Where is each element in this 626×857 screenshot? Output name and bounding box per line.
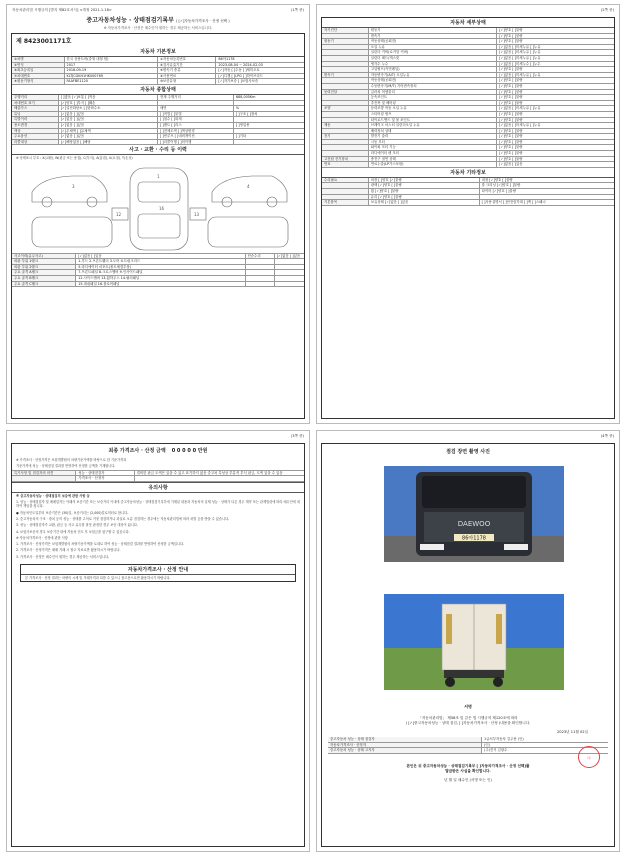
- form-reference: 자동차관리법 시행규칙 [별지 제82호서식] <개정 2021.1.18>: [12, 8, 112, 12]
- detail-cell: [✓]양호 [ ]불량: [499, 145, 523, 150]
- accident-cell: 5.라디에이터 서포트(볼트체결부품): [76, 265, 245, 270]
- basic-info-cell: ⑤최초등록일: [12, 68, 65, 73]
- other-info-cell: [ ]사용설명서 [ ]안전삼각대 [ ]잭 [ ]스패너: [481, 200, 546, 205]
- vehicle-diagram: [12, 162, 304, 254]
- detail-cell: 배력장치 상태: [369, 129, 497, 134]
- detail-cell: [✓]양호 [ ]불량: [499, 39, 523, 44]
- signer-cell: (인): [484, 742, 490, 747]
- status-cell: [234, 140, 304, 145]
- notice-line: ※ 자동차가격조사 · 산정에 관한 사항: [16, 535, 68, 540]
- remarks-cell: 가격조사 · 산정자: [76, 476, 134, 481]
- basic-info-cell: ⑧사용연료: [158, 74, 216, 79]
- page-number: (4쪽 중): [600, 434, 614, 438]
- accident-cell: 주요 골격 B랭크: [12, 276, 76, 281]
- status-cell: 배출가스: [12, 106, 59, 111]
- detail-cell: 자기진단: [322, 28, 369, 33]
- form-frame: [321, 443, 615, 847]
- remarks-cell: [135, 476, 304, 481]
- detail-cell: 스티어링 펌프: [369, 112, 497, 117]
- other-info-cell: 광택 [✓]양호 [ ]불량: [369, 183, 480, 188]
- other-info-cell: 보유상태 [✓]없음 [ ]있음: [369, 200, 480, 205]
- detail-cell: [✓]없음 [ ]미세누유 [ ]누유: [499, 50, 541, 55]
- page-subtitle: ※ 자동차가격조사 · 산정은 매수인이 원하는 경우 제공하는 서비스입니다.: [103, 26, 213, 30]
- status-cell: %: [235, 106, 240, 111]
- detail-cell: [✓]없음 [ ]미세누유 [ ]누유: [499, 123, 541, 128]
- detail-cell: [322, 118, 369, 123]
- other-info-cell: 내장 [✓]양호 [ ]불량: [481, 177, 513, 182]
- final-price-row: [12, 444, 304, 457]
- other-info-row: [322, 200, 614, 206]
- status-cell: [ ]렌트 [ ]리스: [158, 123, 234, 128]
- status-cell: 차대번호 표기: [12, 101, 59, 106]
- basic-info-cell: 2016-09-19: [65, 68, 158, 73]
- detail-cell: 작동상태(공회전): [369, 39, 497, 44]
- status-cell: [ ]침수 [ ]화재: [158, 117, 234, 122]
- other-info-cell: [322, 183, 369, 188]
- accident-cell: [✓]없음 [ ]있음: [276, 253, 301, 258]
- basic-info-cell: ⑥변속기 종류: [158, 68, 216, 73]
- price-guide-box: [20, 564, 296, 582]
- inspection-page-1: [6, 4, 310, 424]
- overall-status-table: [12, 95, 304, 145]
- detail-cell: 고전원 전기장치: [322, 157, 369, 162]
- status-cell: [ ]썬루프 [ ]네비게이션: [158, 134, 234, 139]
- detail-cell: [322, 101, 369, 106]
- detail-status-table: [322, 28, 614, 168]
- status-cell: [ ]리콜이행 [ ]미이행: [158, 140, 234, 145]
- basic-info-cell: ②자동차등록번호: [158, 57, 216, 62]
- detail-cell: [✓]없음 [ ]미세누수 [ ]누수: [499, 61, 541, 66]
- detail-cell: 조향: [322, 106, 369, 111]
- detail-cell: [✓]없음 [ ]미세누유 [ ]누유: [499, 55, 541, 60]
- detail-cell: 클러치 어셈블리: [369, 90, 497, 95]
- status-cell: [✓]없음 [ ]있음: [59, 134, 158, 139]
- accident-cell: 12.사이드멤버 13.휠하우스 14.필러패널: [76, 276, 245, 281]
- other-info-cell: 외장 [ ]양호 [✓]불량: [369, 178, 480, 183]
- notice-line: 1. 성능 · 상태점검자 및 매매업자는 아래의 보증기간 또는 보증거리 이내에 중고자동차성능 · 상태점검기록부에 기재된 내용과 자동차의 실제 성능 · 상태가 다른 경우 계약 또는 관계법령에 따라 매수인에 대하여 책임을 집니다.: [16, 500, 300, 509]
- detail-cell: [✓]양호 [ ]불량: [499, 95, 523, 100]
- detail-cell: 연료누출(LP가스포함): [369, 162, 497, 167]
- truck-brand: DAEWOO: [457, 520, 491, 528]
- remarks-cell: [12, 476, 76, 481]
- detail-cell: [322, 112, 369, 117]
- basic-info-cell: KLTJCGKH1HK000769: [65, 74, 158, 79]
- truck-front-image: [384, 466, 564, 562]
- status-cell: [ ]구조 [ ]장치: [235, 111, 258, 116]
- basic-info-cell: 한국 상용트럭(중형 대형 탑): [65, 57, 158, 62]
- detail-cell: 실린더 커버(로커암 커버): [369, 50, 497, 55]
- section-basic-info: 자동차 기본정보: [12, 47, 304, 57]
- status-cell: [234, 129, 304, 134]
- accident-cell: [246, 276, 275, 281]
- receive-line-2: 발급받은 사실을 확인합니다.: [445, 768, 491, 773]
- detail-cell: [322, 145, 369, 150]
- basic-info-cell: ④검사유효기간: [158, 63, 216, 68]
- section-overall-status: 자동차 종합상태: [12, 85, 304, 95]
- detail-cell: 제동: [322, 123, 369, 128]
- status-cell: [234, 101, 304, 106]
- detail-cell: [322, 151, 369, 156]
- page-number: (3쪽 중): [290, 434, 304, 438]
- accident-cell: [275, 276, 304, 281]
- accident-cell: [246, 270, 275, 275]
- detail-cell: 시동 모터: [369, 140, 497, 145]
- accident-cell: [246, 265, 275, 270]
- other-info-cell: 기본품목: [322, 200, 369, 205]
- remarks-cell: 결비한 판금 도색은 있을 수 있고 표기하지 않음 중고차 특성상 부분적 부식 판금, 도색 있을 수 있음: [136, 470, 283, 475]
- status-cell: 현재 주행거리: [158, 95, 234, 100]
- other-info-cell: [322, 189, 369, 194]
- status-cell: 색상: [12, 129, 59, 134]
- signer-list: [328, 737, 608, 754]
- page-number: (2쪽 중): [600, 8, 614, 12]
- part-marker-12: 12: [116, 211, 122, 217]
- signer-cell: 1급서부자동차 김주용 (인): [484, 737, 524, 741]
- receiver-line: 년 월 일 매수인 (서명 또는 인): [444, 777, 492, 782]
- page-title: 중고자동차성능 · 상태점검기록부 ( [✓]자동차가격조사 · 산정 선택 ): [86, 17, 230, 24]
- status-cell: [✓]없음 [ ]있음: [59, 123, 158, 128]
- section-detail-status: 자동차 세부상태: [322, 18, 614, 28]
- page-header: [317, 431, 619, 440]
- notice-head: ※ 중고자동차성능 · 상태점검의 보증에 관한 사항 등: [16, 493, 90, 498]
- notice-line: 2. 가격조사 · 산정가격은 매매 거래 시 참고 자료로만 활용하시기 바랍니다.: [16, 548, 121, 553]
- detail-cell: 타이로드엔드 및 볼 조인트: [369, 118, 497, 123]
- detail-cell: [✓]양호 [ ]불량: [499, 156, 523, 161]
- detail-cell: 수동변속기(M/T) 기어변속장치: [369, 84, 497, 89]
- detail-cell: [322, 140, 369, 145]
- detail-cell: [✓]양호 [ ]불량: [499, 111, 523, 116]
- status-cell: 특별이력: [12, 117, 59, 122]
- detail-cell: 실린더 헤드/개스킷: [369, 56, 497, 61]
- section-accident-history: 사고 · 교환 · 수리 등 이력: [12, 145, 304, 155]
- other-info-cell: 타이어 [✓]양호 [ ]불량: [481, 189, 516, 194]
- section-other-info: 자동차 기타정보: [322, 168, 614, 178]
- detail-cell: 충전구 절연 상태: [369, 157, 497, 162]
- detail-cell: 동력조향 작동 오일 누유: [369, 106, 497, 111]
- plate-number: 제 8423001171호: [16, 38, 72, 45]
- status-cell: [158, 101, 234, 106]
- basic-info-cell: ③연식: [12, 63, 65, 68]
- detail-cell: 브레이크 마스터 실린더오일 누유: [369, 123, 497, 128]
- accident-cell: 주요 골격 C랭크: [12, 282, 76, 287]
- status-cell: [✓]없음 [ ]있음: [59, 117, 158, 122]
- other-info-table: [322, 178, 614, 206]
- detail-cell: [322, 50, 369, 55]
- detail-cell: [✓]양호 [ ]불량: [499, 89, 523, 94]
- accident-cell: 외판 부위 1랭크: [12, 259, 76, 264]
- detail-cell: 연료: [322, 162, 369, 167]
- detail-cell: 자동변속기(A/T) 오일누유: [369, 73, 497, 78]
- detail-cell: 원동기: [322, 39, 369, 44]
- detail-cell: [322, 129, 369, 134]
- detail-cell: 변속기: [322, 73, 369, 78]
- detail-cell: 와이퍼 모터 기능: [369, 145, 497, 150]
- basic-info-table: [12, 57, 304, 85]
- detail-cell: 오일 누유: [369, 45, 497, 50]
- car-outline-diagram: [12, 162, 306, 254]
- basic-info-cell: [✓]디젤 [ ]LPG [ ]하이브리드: [218, 73, 263, 78]
- truck-front-photo: [384, 466, 564, 562]
- part-marker-4: 4: [247, 183, 250, 189]
- part-marker-13: 13: [194, 211, 200, 217]
- detail-cell: [322, 84, 369, 89]
- price-guide-text: 본 가격조사 · 산정 결과는 차량의 시세 및 거래가격과 다를 수 있으니 참고용으로만 활용하시기 바랍니다.: [25, 576, 171, 581]
- accident-cell: [275, 259, 304, 264]
- status-cell: [✓]없음 [ ]있음: [59, 112, 158, 117]
- basic-info-cell: 86아1178: [218, 57, 235, 61]
- inspection-page-3: [6, 430, 310, 852]
- other-info-cell: 수리필요: [322, 178, 369, 183]
- status-cell: [ ]영업용: [235, 122, 250, 127]
- price-guide-title: 자동차가격조사 · 산정 안내: [21, 565, 295, 575]
- detail-cell: [✓]양호 [ ]불량: [499, 134, 523, 139]
- final-price-title: 최종 가격조사 · 산정 금액: [108, 448, 166, 454]
- status-cell: 매연: [158, 106, 234, 111]
- signature-block: [328, 716, 608, 783]
- accident-cell: 15.대쉬패널 16.플로어패널: [76, 282, 245, 287]
- detail-cell: 발전기 출력: [369, 134, 497, 139]
- detail-cell: [✓]양호 [ ]불량: [499, 78, 523, 83]
- page-number: (1쪽 중): [290, 8, 304, 12]
- detail-cell: [322, 62, 369, 67]
- detail-cell: 전기: [322, 134, 369, 139]
- status-cell: [✓]무채색 [ ]유채색: [59, 129, 158, 134]
- notice-line: 2. 중고자동차의 구조 · 장치 등의 성능 · 상태를 고의로 거짓 점검하거나 과실로 오류 점검하는 경우에는 자동차관리법에 따라 처벌 등을 받을 수 있습니다.: [16, 516, 230, 521]
- stamp-seal: 印: [578, 746, 600, 768]
- page-header: [7, 431, 309, 440]
- part-marker-3: 3: [72, 183, 75, 189]
- status-cell: 용도변경: [12, 123, 59, 128]
- basic-info-cell: [✓]자동 [ ]수동 [ ]세미오토: [218, 68, 260, 73]
- detail-cell: 라디에이터 팬 모터: [369, 151, 497, 156]
- accident-cell: [275, 282, 304, 287]
- detail-cell: [✓]양호 [ ]불량: [499, 128, 523, 133]
- notice-list: [12, 499, 304, 560]
- accident-cell: [246, 259, 275, 264]
- detail-cell: 냉각수 누수: [369, 62, 497, 67]
- photo-section-title: 점검 장면 촬영 사진: [322, 444, 614, 456]
- sign-line-2: ( [✓]중고자동차성능 · 상태 점검, [ ]자동차가격조사 · 산정 )내용을 확인합니다.: [405, 721, 531, 725]
- detail-cell: 추진축 및 베어링: [369, 101, 497, 106]
- basic-info-cell: 2023-08-04 ~ 2024-02-03: [218, 62, 263, 67]
- price-note-2: 기준가격에 성능 · 상태점검 결과를 반영하여 산정한 금액을 기재합니다.: [16, 464, 116, 469]
- signer-cell: 중고자동차 성능 · 상태 고지자: [328, 748, 482, 753]
- inspection-page-4: [316, 430, 620, 852]
- official-stamp: [578, 744, 600, 768]
- status-cell: [✓]해당없음 [ ]해당: [59, 140, 158, 145]
- status-cell: [✓]양호 [ ]부식 [ ]훼손: [59, 101, 158, 106]
- signer-cell: (주)진거 김광수: [484, 748, 508, 753]
- other-info-cell: [322, 195, 369, 200]
- notice-line: 4. 보험사보증의 경우 보증기간 내에 자동차 인도 후 보험금을 청구할 수 있습니다.: [16, 529, 130, 534]
- notice-title: 유의사항: [12, 482, 304, 493]
- signer-cell: 중고자동차 성능 · 상태 점검자: [328, 737, 482, 742]
- other-info-cell: 유리 [✓]양호 [ ]불량: [369, 195, 480, 200]
- page-header: [7, 5, 309, 14]
- detail-cell: 변속기: [369, 34, 497, 39]
- status-cell: [ ]많음 [✓]보통 [ ]적음: [59, 95, 158, 100]
- detail-cell: [322, 67, 369, 72]
- detail-cell: [✓]양호 [ ]불량: [499, 33, 523, 38]
- basic-info-cell: ①차명: [12, 57, 65, 62]
- detail-cell: [✓]양호 [ ]불량: [499, 151, 523, 156]
- detail-cell: [✓]양호 [ ]불량: [499, 67, 523, 72]
- accident-cell: 단순수리: [246, 254, 275, 259]
- detail-cell: [322, 56, 369, 61]
- accident-cell: 1.후드 2.프론트휀더 3.도어 4.트렁크리드: [76, 259, 245, 264]
- detail-cell: [✓]없음 [ ]미세누유 [ ]누유: [499, 72, 541, 77]
- detail-cell: [322, 45, 369, 50]
- detail-cell: [322, 95, 369, 100]
- truck-rear-photo: [384, 594, 564, 690]
- basic-info-cell: ⑦차대번호: [12, 74, 65, 79]
- status-cell: 튜닝: [12, 112, 59, 117]
- signer-cell: 자동차가격조사 · 산정자: [328, 743, 482, 748]
- status-cell: 주행거리: [12, 95, 59, 100]
- form-frame: [11, 33, 305, 419]
- accident-cell: 7.프론트패널 8.크로스멤버 9.인사이드패널: [76, 270, 245, 275]
- inspection-page-2: [316, 4, 620, 424]
- detail-cell: 원동기: [369, 28, 497, 33]
- detail-cell: 동력전달: [322, 90, 369, 95]
- form-frame: [321, 17, 615, 419]
- detail-cell: [✓]없음 [ ]미세누유 [ ]누유: [499, 44, 541, 49]
- truck-plate: 86아1178: [462, 535, 486, 542]
- detail-cell: [✓]양호 [ ]불량: [499, 139, 523, 144]
- detail-cell: [322, 34, 369, 39]
- accident-cell: [275, 265, 304, 270]
- accident-cell: [275, 270, 304, 275]
- basic-info-cell: FAAFBE1120: [65, 79, 158, 84]
- notice-line: ● 자동차인도일부터 보증기간은 (30)일, 보증거리는 (2,000)킬로미터로 합니다.: [16, 510, 129, 515]
- status-cell: [ ]전체도색 [ ]색상변경: [158, 129, 234, 134]
- status-cell: 688,005Km: [235, 94, 256, 99]
- receive-line-1: 본인은 위 중고자동차성능 · 상태점검기록부 [ ]자동차가격조사 · 산정 선택]를: [406, 763, 530, 768]
- diagram-legend: ※ 상태표시 부호 : X(교환), W(판금 또는 용접), C(부식), A(흠집), U(요철), T(손상): [16, 156, 133, 161]
- other-info-cell: 룸 크리닝 [✓]양호 [ ]불량: [481, 183, 521, 188]
- accident-cell: 사고이력(유무사고): [12, 254, 76, 259]
- notice-line: 3. 성능 · 상태점검자가 교환, 판금 등 사고 유무를 잘못 판정한 경우 보증 대상이 됩니다.: [16, 523, 138, 528]
- detail-cell: [✓]없음 [ ]있음: [499, 162, 523, 167]
- detail-cell: [✓]양호 [ ]불량: [499, 100, 523, 105]
- other-info-cell: 휠 [✓]양호 [ ]불량: [369, 189, 480, 194]
- accident-cell: [246, 282, 275, 287]
- notice-line: 3. 가격조사 · 산정은 매수인이 원하는 경우 제공하는 서비스입니다.: [16, 554, 110, 559]
- detail-cell: [✓]양호 [ ]불량: [499, 117, 523, 122]
- status-cell: [234, 117, 304, 122]
- detail-cell: [322, 78, 369, 83]
- status-cell: [ ]기타: [235, 134, 247, 139]
- other-info-cell: [480, 195, 614, 200]
- status-cell: [ ]적법 [ ]불법: [158, 112, 234, 117]
- sign-date: 2023년 11월 02일: [557, 730, 588, 734]
- status-cell: [✓]일산화탄소 [ ]탄화수소: [59, 106, 158, 111]
- final-price-amount: 0 0 0 0 0 만원: [171, 448, 208, 454]
- notice-line: 1. 가격조사 · 산정가격은 보험개발원의 차량기준가액을 토대로 하여 성능 · 상태점검 결과를 반영하여 산정한 금액입니다.: [16, 542, 185, 547]
- accident-cell: [✓]없음 [ ]있음: [76, 254, 245, 259]
- basic-info-cell: [✓]자가보증 [ ]보험사보증: [218, 79, 259, 84]
- detail-cell: [✓]양호 [ ]불량: [499, 28, 523, 32]
- part-marker-1: 1: [157, 173, 160, 179]
- basic-info-cell: 2017: [65, 63, 158, 68]
- price-note-1: ※ 가격조사 · 산정가격은 보험개발원의 차량기준가액을 바탕으로 한 기준가격과: [16, 458, 127, 462]
- accident-cell: 외판 부위 2랭크: [12, 265, 76, 270]
- status-cell: 리콜대상: [12, 140, 59, 145]
- page-header: [317, 5, 619, 14]
- accident-history-table: [12, 254, 304, 288]
- remarks-cell: 특기사항 및 점검자의 의견: [12, 471, 76, 476]
- detail-cell: [✓]없음 [ ]미세누유 [ ]누유: [499, 106, 541, 111]
- sign-label: 서명: [464, 704, 472, 709]
- detail-cell: 작동상태(공회전): [369, 78, 497, 83]
- truck-rear-image: [384, 594, 564, 690]
- status-cell: 주요옵션: [12, 134, 59, 139]
- sign-line-1: 「자동차관리법」 제58조 및 같은 법 시행규칙 제120조에 따라: [418, 716, 518, 720]
- remarks-table: [12, 470, 304, 482]
- accident-cell: 주요 골격 A랭크: [12, 270, 76, 275]
- accident-row: [12, 282, 304, 288]
- detail-cell: 등속조인트: [369, 95, 497, 100]
- form-frame: [11, 443, 305, 847]
- remarks-cell: 성능 · 상태점검자: [76, 471, 134, 476]
- part-marker-16: 16: [159, 205, 165, 211]
- basic-info-cell: ⑨원동기형식: [12, 79, 65, 84]
- detail-cell: 고압펌프(커먼레일): [369, 67, 497, 72]
- basic-info-cell: ⑩보증유형: [158, 79, 216, 84]
- detail-cell: [✓]양호 [ ]불량: [499, 83, 523, 88]
